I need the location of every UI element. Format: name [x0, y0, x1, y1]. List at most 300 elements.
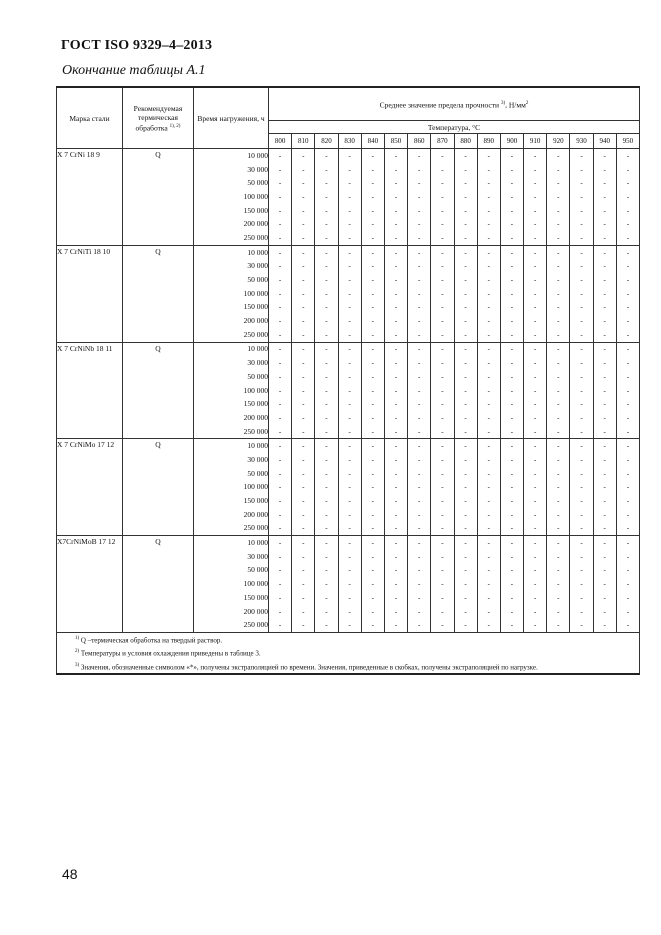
- value-cell: -: [269, 536, 292, 550]
- value-cell: -: [431, 411, 454, 425]
- value-cell: -: [361, 342, 384, 356]
- value-cell: -: [431, 231, 454, 245]
- value-cell: -: [292, 217, 315, 231]
- value-cell: -: [570, 618, 593, 632]
- value-cell: -: [431, 508, 454, 522]
- value-cell: -: [315, 536, 338, 550]
- value-cell: -: [524, 287, 547, 301]
- value-cell: -: [361, 425, 384, 439]
- value-cell: -: [454, 217, 477, 231]
- value-cell: -: [338, 494, 361, 508]
- load-time: 10 000: [194, 245, 269, 259]
- value-cell: -: [616, 163, 639, 177]
- value-cell: -: [547, 536, 570, 550]
- value-cell: -: [454, 467, 477, 481]
- value-cell: -: [408, 217, 431, 231]
- value-cell: -: [524, 522, 547, 536]
- value-cell: -: [315, 273, 338, 287]
- value-cell: -: [431, 342, 454, 356]
- value-cell: -: [524, 397, 547, 411]
- value-cell: -: [616, 204, 639, 218]
- value-cell: -: [500, 314, 523, 328]
- value-cell: -: [361, 190, 384, 204]
- value-cell: -: [361, 536, 384, 550]
- value-cell: -: [524, 342, 547, 356]
- value-cell: -: [315, 481, 338, 495]
- load-time: 50 000: [194, 273, 269, 287]
- value-cell: -: [593, 356, 616, 370]
- value-cell: -: [338, 522, 361, 536]
- value-cell: -: [454, 494, 477, 508]
- footnote: [57, 646, 639, 659]
- value-cell: -: [570, 273, 593, 287]
- value-cell: -: [500, 149, 523, 163]
- value-cell: -: [547, 618, 570, 632]
- value-cell: -: [408, 356, 431, 370]
- value-cell: -: [431, 176, 454, 190]
- value-cell: -: [292, 149, 315, 163]
- value-cell: -: [593, 536, 616, 550]
- value-cell: -: [361, 550, 384, 564]
- value-cell: -: [269, 370, 292, 384]
- value-cell: -: [524, 176, 547, 190]
- value-cell: -: [361, 605, 384, 619]
- value-cell: -: [500, 411, 523, 425]
- value-cell: -: [269, 397, 292, 411]
- value-cell: -: [524, 328, 547, 342]
- value-cell: -: [616, 467, 639, 481]
- value-cell: -: [431, 425, 454, 439]
- value-cell: -: [500, 204, 523, 218]
- value-cell: -: [524, 605, 547, 619]
- value-cell: -: [315, 217, 338, 231]
- load-time: 30 000: [194, 453, 269, 467]
- value-cell: -: [500, 163, 523, 177]
- value-cell: -: [269, 204, 292, 218]
- value-cell: -: [500, 273, 523, 287]
- value-cell: -: [315, 577, 338, 591]
- value-cell: -: [547, 149, 570, 163]
- value-cell: -: [431, 397, 454, 411]
- value-cell: -: [431, 370, 454, 384]
- value-cell: -: [616, 342, 639, 356]
- value-cell: -: [547, 163, 570, 177]
- value-cell: -: [500, 425, 523, 439]
- value-cell: -: [477, 481, 500, 495]
- value-cell: -: [593, 411, 616, 425]
- value-cell: -: [408, 149, 431, 163]
- value-cell: -: [524, 550, 547, 564]
- value-cell: -: [361, 591, 384, 605]
- value-cell: -: [315, 190, 338, 204]
- value-cell: -: [593, 425, 616, 439]
- value-cell: -: [524, 508, 547, 522]
- value-cell: -: [500, 536, 523, 550]
- value-cell: -: [524, 217, 547, 231]
- value-cell: -: [408, 314, 431, 328]
- value-cell: -: [431, 356, 454, 370]
- value-cell: -: [593, 231, 616, 245]
- value-cell: -: [292, 328, 315, 342]
- value-cell: -: [524, 411, 547, 425]
- value-cell: -: [338, 591, 361, 605]
- value-cell: -: [570, 190, 593, 204]
- value-cell: -: [500, 342, 523, 356]
- value-cell: -: [477, 508, 500, 522]
- value-cell: -: [292, 287, 315, 301]
- value-cell: -: [269, 577, 292, 591]
- value-cell: -: [361, 231, 384, 245]
- value-cell: -: [269, 260, 292, 274]
- load-time: 250 000: [194, 618, 269, 632]
- value-cell: -: [593, 260, 616, 274]
- temperature-header-840: 840: [361, 134, 384, 149]
- value-cell: -: [292, 564, 315, 578]
- value-cell: -: [408, 577, 431, 591]
- value-cell: -: [292, 605, 315, 619]
- load-time: 30 000: [194, 356, 269, 370]
- value-cell: -: [477, 397, 500, 411]
- header-treatment-sup: 1), 2): [169, 123, 181, 129]
- value-cell: -: [570, 550, 593, 564]
- value-cell: -: [292, 245, 315, 259]
- value-cell: -: [315, 550, 338, 564]
- value-cell: -: [408, 370, 431, 384]
- value-cell: -: [616, 384, 639, 398]
- value-cell: -: [477, 356, 500, 370]
- document-header: ГОСТ ISO 9329–4–2013: [61, 38, 213, 53]
- load-time: 200 000: [194, 314, 269, 328]
- value-cell: -: [361, 314, 384, 328]
- value-cell: -: [384, 481, 407, 495]
- value-cell: -: [408, 453, 431, 467]
- value-cell: -: [384, 453, 407, 467]
- value-cell: -: [524, 467, 547, 481]
- value-cell: -: [431, 163, 454, 177]
- value-cell: -: [408, 163, 431, 177]
- header-temperature: Температура, °С: [269, 121, 640, 134]
- load-time: 10 000: [194, 342, 269, 356]
- value-cell: -: [338, 564, 361, 578]
- value-cell: -: [361, 411, 384, 425]
- load-time: 250 000: [194, 328, 269, 342]
- value-cell: -: [361, 453, 384, 467]
- value-cell: -: [593, 467, 616, 481]
- value-cell: -: [593, 176, 616, 190]
- page-number: 48: [62, 866, 78, 882]
- value-cell: -: [524, 260, 547, 274]
- value-cell: -: [454, 176, 477, 190]
- value-cell: -: [477, 314, 500, 328]
- value-cell: -: [524, 204, 547, 218]
- value-cell: -: [408, 411, 431, 425]
- value-cell: -: [524, 273, 547, 287]
- value-cell: -: [616, 591, 639, 605]
- value-cell: -: [431, 536, 454, 550]
- value-cell: -: [315, 356, 338, 370]
- value-cell: -: [292, 231, 315, 245]
- value-cell: -: [570, 245, 593, 259]
- value-cell: -: [454, 231, 477, 245]
- load-time: 100 000: [194, 384, 269, 398]
- value-cell: -: [431, 481, 454, 495]
- load-time: 10 000: [194, 439, 269, 453]
- value-cell: -: [616, 425, 639, 439]
- value-cell: -: [477, 618, 500, 632]
- load-time: 50 000: [194, 467, 269, 481]
- value-cell: -: [593, 397, 616, 411]
- value-cell: -: [338, 467, 361, 481]
- value-cell: -: [408, 467, 431, 481]
- value-cell: -: [384, 564, 407, 578]
- value-cell: -: [315, 163, 338, 177]
- value-cell: -: [361, 577, 384, 591]
- value-cell: -: [500, 356, 523, 370]
- value-cell: -: [524, 163, 547, 177]
- value-cell: -: [454, 342, 477, 356]
- value-cell: -: [408, 176, 431, 190]
- value-cell: -: [269, 508, 292, 522]
- value-cell: -: [454, 273, 477, 287]
- value-cell: -: [408, 190, 431, 204]
- load-time: 250 000: [194, 425, 269, 439]
- temperature-header-910: 910: [524, 134, 547, 149]
- temperature-header-810: 810: [292, 134, 315, 149]
- value-cell: -: [500, 467, 523, 481]
- value-cell: -: [269, 149, 292, 163]
- value-cell: -: [593, 591, 616, 605]
- value-cell: -: [593, 204, 616, 218]
- value-cell: -: [315, 176, 338, 190]
- load-time: 150 000: [194, 204, 269, 218]
- value-cell: -: [431, 260, 454, 274]
- value-cell: -: [593, 384, 616, 398]
- value-cell: -: [477, 163, 500, 177]
- value-cell: -: [454, 591, 477, 605]
- value-cell: -: [315, 564, 338, 578]
- value-cell: -: [384, 314, 407, 328]
- value-cell: -: [500, 176, 523, 190]
- value-cell: -: [593, 314, 616, 328]
- value-cell: -: [616, 564, 639, 578]
- value-cell: -: [477, 467, 500, 481]
- value-cell: -: [269, 273, 292, 287]
- value-cell: -: [524, 425, 547, 439]
- value-cell: -: [431, 439, 454, 453]
- heat-treatment: Q: [123, 245, 194, 342]
- value-cell: -: [524, 190, 547, 204]
- value-cell: -: [269, 591, 292, 605]
- value-cell: -: [361, 467, 384, 481]
- load-time: 250 000: [194, 522, 269, 536]
- value-cell: -: [269, 231, 292, 245]
- value-cell: -: [477, 176, 500, 190]
- value-cell: -: [408, 591, 431, 605]
- value-cell: -: [454, 425, 477, 439]
- value-cell: -: [269, 163, 292, 177]
- value-cell: -: [384, 370, 407, 384]
- value-cell: -: [338, 231, 361, 245]
- value-cell: -: [292, 163, 315, 177]
- value-cell: -: [500, 453, 523, 467]
- value-cell: -: [570, 577, 593, 591]
- value-cell: -: [500, 481, 523, 495]
- value-cell: -: [454, 536, 477, 550]
- value-cell: -: [408, 231, 431, 245]
- value-cell: -: [269, 564, 292, 578]
- value-cell: -: [454, 149, 477, 163]
- value-cell: -: [408, 301, 431, 315]
- value-cell: -: [269, 494, 292, 508]
- value-cell: -: [477, 287, 500, 301]
- value-cell: -: [593, 508, 616, 522]
- value-cell: -: [292, 439, 315, 453]
- value-cell: -: [384, 204, 407, 218]
- value-cell: -: [570, 231, 593, 245]
- value-cell: -: [408, 550, 431, 564]
- value-cell: -: [477, 439, 500, 453]
- notes-row: [57, 633, 640, 674]
- load-time: 150 000: [194, 591, 269, 605]
- value-cell: -: [361, 564, 384, 578]
- value-cell: -: [454, 397, 477, 411]
- value-cell: -: [315, 204, 338, 218]
- value-cell: -: [315, 397, 338, 411]
- value-cell: -: [361, 301, 384, 315]
- value-cell: -: [269, 384, 292, 398]
- value-cell: -: [477, 564, 500, 578]
- value-cell: -: [547, 190, 570, 204]
- value-cell: -: [269, 425, 292, 439]
- value-cell: -: [361, 618, 384, 632]
- value-cell: -: [477, 384, 500, 398]
- value-cell: -: [292, 314, 315, 328]
- value-cell: -: [616, 481, 639, 495]
- temperature-header-930: 930: [570, 134, 593, 149]
- value-cell: -: [547, 397, 570, 411]
- value-cell: -: [431, 204, 454, 218]
- value-cell: -: [338, 550, 361, 564]
- value-cell: -: [547, 204, 570, 218]
- value-cell: -: [338, 425, 361, 439]
- header-strength-sup: 3): [500, 100, 506, 106]
- value-cell: -: [338, 204, 361, 218]
- value-cell: -: [338, 397, 361, 411]
- value-cell: -: [616, 149, 639, 163]
- header-strength-text: Среднее значение предела прочности: [379, 100, 500, 110]
- value-cell: -: [524, 618, 547, 632]
- value-cell: -: [477, 522, 500, 536]
- value-cell: -: [570, 605, 593, 619]
- value-cell: -: [269, 453, 292, 467]
- value-cell: -: [338, 481, 361, 495]
- temperature-header-900: 900: [500, 134, 523, 149]
- value-cell: -: [477, 605, 500, 619]
- value-cell: -: [269, 314, 292, 328]
- table-row: [57, 439, 640, 453]
- value-cell: -: [477, 231, 500, 245]
- heat-treatment: Q: [123, 342, 194, 439]
- value-cell: -: [616, 577, 639, 591]
- value-cell: -: [593, 370, 616, 384]
- value-cell: -: [500, 494, 523, 508]
- value-cell: -: [570, 176, 593, 190]
- value-cell: -: [477, 453, 500, 467]
- value-cell: -: [477, 370, 500, 384]
- value-cell: -: [570, 287, 593, 301]
- value-cell: -: [616, 328, 639, 342]
- value-cell: -: [384, 384, 407, 398]
- value-cell: -: [500, 397, 523, 411]
- value-cell: -: [500, 190, 523, 204]
- value-cell: -: [292, 176, 315, 190]
- value-cell: -: [454, 439, 477, 453]
- value-cell: -: [616, 453, 639, 467]
- load-time: 200 000: [194, 411, 269, 425]
- value-cell: -: [384, 577, 407, 591]
- value-cell: -: [547, 564, 570, 578]
- value-cell: -: [361, 287, 384, 301]
- value-cell: -: [408, 287, 431, 301]
- header-treatment: [123, 87, 194, 149]
- value-cell: -: [524, 149, 547, 163]
- value-cell: -: [547, 411, 570, 425]
- value-cell: -: [500, 439, 523, 453]
- value-cell: -: [292, 384, 315, 398]
- load-time: 150 000: [194, 301, 269, 315]
- value-cell: -: [269, 522, 292, 536]
- value-cell: -: [315, 425, 338, 439]
- value-cell: -: [454, 356, 477, 370]
- value-cell: -: [454, 564, 477, 578]
- value-cell: -: [338, 176, 361, 190]
- value-cell: -: [616, 411, 639, 425]
- value-cell: -: [616, 314, 639, 328]
- value-cell: -: [454, 245, 477, 259]
- value-cell: -: [269, 301, 292, 315]
- value-cell: -: [431, 273, 454, 287]
- value-cell: -: [408, 204, 431, 218]
- value-cell: -: [269, 411, 292, 425]
- value-cell: -: [292, 577, 315, 591]
- value-cell: -: [384, 356, 407, 370]
- load-time: 150 000: [194, 494, 269, 508]
- header-steel: Марка стали: [57, 87, 123, 149]
- value-cell: -: [431, 314, 454, 328]
- header-strength-unit-sup: 2: [525, 100, 529, 106]
- value-cell: -: [384, 273, 407, 287]
- value-cell: -: [315, 453, 338, 467]
- value-cell: -: [570, 397, 593, 411]
- value-cell: -: [593, 245, 616, 259]
- value-cell: -: [477, 260, 500, 274]
- value-cell: -: [315, 342, 338, 356]
- value-cell: -: [315, 467, 338, 481]
- value-cell: -: [338, 260, 361, 274]
- value-cell: -: [616, 301, 639, 315]
- value-cell: -: [477, 190, 500, 204]
- value-cell: -: [547, 591, 570, 605]
- load-time: 30 000: [194, 550, 269, 564]
- steel-grade: X 7 CrNiNb 18 11: [57, 342, 123, 439]
- value-cell: -: [547, 314, 570, 328]
- value-cell: -: [315, 370, 338, 384]
- value-cell: -: [338, 605, 361, 619]
- value-cell: -: [500, 564, 523, 578]
- value-cell: -: [593, 301, 616, 315]
- value-cell: -: [454, 328, 477, 342]
- load-time: 50 000: [194, 176, 269, 190]
